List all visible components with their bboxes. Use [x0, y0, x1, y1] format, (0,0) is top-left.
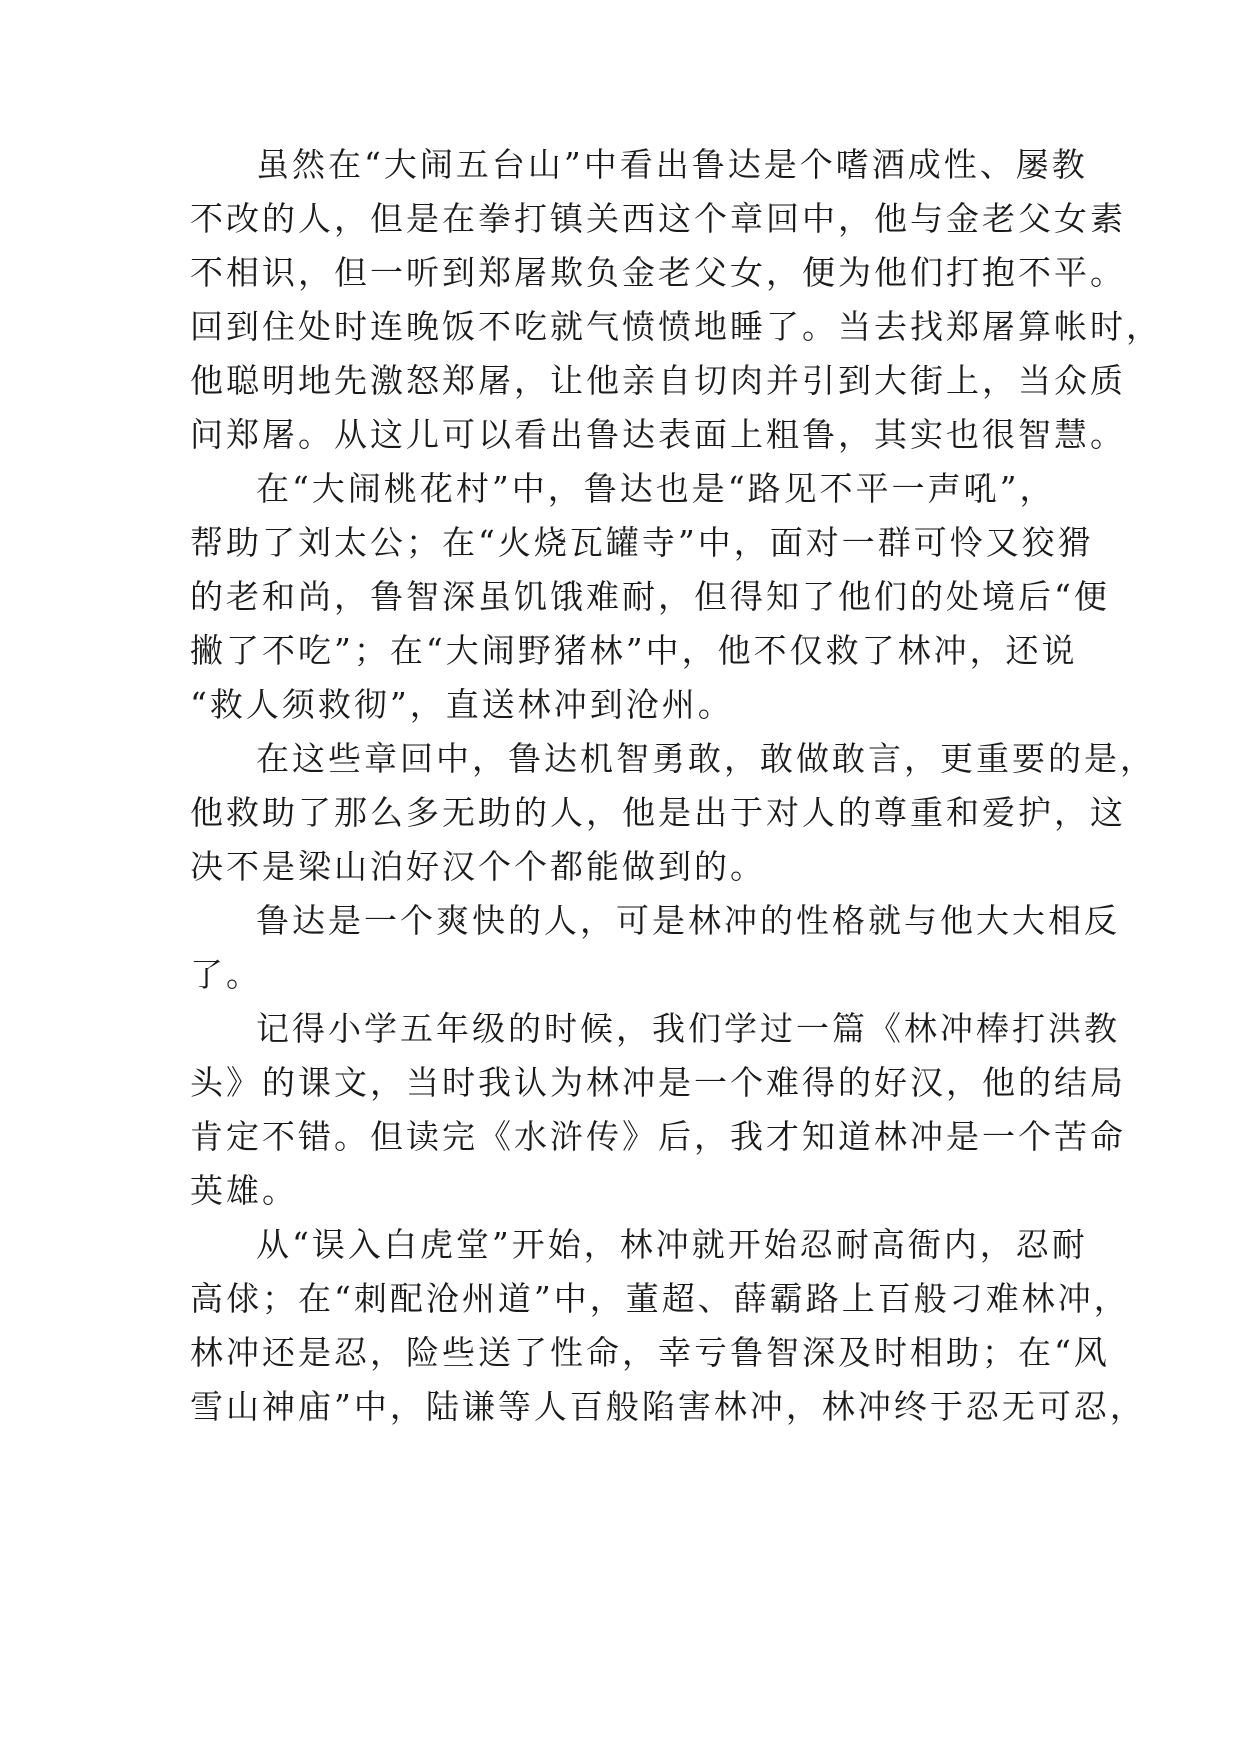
paragraph-4-line-1: 鲁达是一个爽快的人，可是林冲的性格就与他大大相反 — [256, 901, 1120, 940]
paragraph-2-line-2: 帮助了刘太公；在“火烧瓦罐寺”中，面对一群可怜又狡猾 — [190, 523, 1094, 562]
paragraph-6-line-1: 从“误入白虎堂”开始，林冲就开始忍耐高衙内，忍耐 — [256, 1225, 1088, 1264]
paragraph-4-line-2: 了。 — [190, 955, 262, 994]
paragraph-5-line-4: 英雄。 — [190, 1171, 298, 1210]
paragraph-3-line-2: 他救助了那么多无助的人，他是出于对人的尊重和爱护，这 — [190, 793, 1126, 832]
paragraph-2-line-1: 在“大闹桃花村”中，鲁达也是“路见不平一声吼”， — [256, 469, 1056, 508]
paragraph-3-line-3: 决不是梁山泊好汉个个都能做到的。 — [190, 847, 766, 886]
paragraph-1-line-2: 不改的人，但是在拳打镇关西这个章回中，他与金老父女素 — [190, 199, 1126, 238]
paragraph-2-line-5: “救人须救彻”，直送林冲到沧州。 — [190, 685, 734, 724]
paragraph-5-line-1: 记得小学五年级的时候，我们学过一篇《林冲棒打洪教 — [256, 1009, 1120, 1048]
paragraph-6-line-3: 林冲还是忍，险些送了性命，幸亏鲁智深及时相助；在“风 — [190, 1333, 1110, 1372]
paragraph-6-line-4: 雪山神庙”中，陆谦等人百般陷害林冲，林冲终于忍无可忍， — [190, 1387, 1146, 1426]
paragraph-1-line-5: 他聪明地先激怒郑屠，让他亲自切肉并引到大街上，当众质 — [190, 361, 1126, 400]
paragraph-5-line-2: 头》的课文，当时我认为林冲是一个难得的好汉，他的结局 — [190, 1063, 1126, 1102]
paragraph-1-line-1: 虽然在“大闹五台山”中看出鲁达是个嗜酒成性、屡教 — [256, 145, 1088, 184]
paragraph-1-line-3: 不相识，但一听到郑屠欺负金老父女，便为他们打抱不平。 — [190, 253, 1126, 292]
paragraph-1-line-4: 回到住处时连晚饭不吃就气愤愤地睡了。当去找郑屠算帐时， — [190, 307, 1162, 346]
paragraph-2-line-3: 的老和尚，鲁智深虽饥饿难耐，但得知了他们的处境后“便 — [190, 577, 1110, 616]
paragraph-5-line-3: 肯定不错。但读完《水浒传》后，我才知道林冲是一个苦命 — [190, 1117, 1126, 1156]
paragraph-1-line-6: 问郑屠。从这儿可以看出鲁达表面上粗鲁，其实也很智慧。 — [190, 415, 1126, 454]
paragraph-2-line-4: 撇了不吃”；在“大闹野猪林”中，他不仅救了林冲，还说 — [190, 631, 1078, 670]
paragraph-6-line-2: 高俅；在“刺配沧州道”中，董超、薛霸路上百般刁难林冲， — [190, 1279, 1130, 1318]
paragraph-3-line-1: 在这些章回中，鲁达机智勇敢，敢做敢言，更重要的是， — [256, 739, 1156, 778]
